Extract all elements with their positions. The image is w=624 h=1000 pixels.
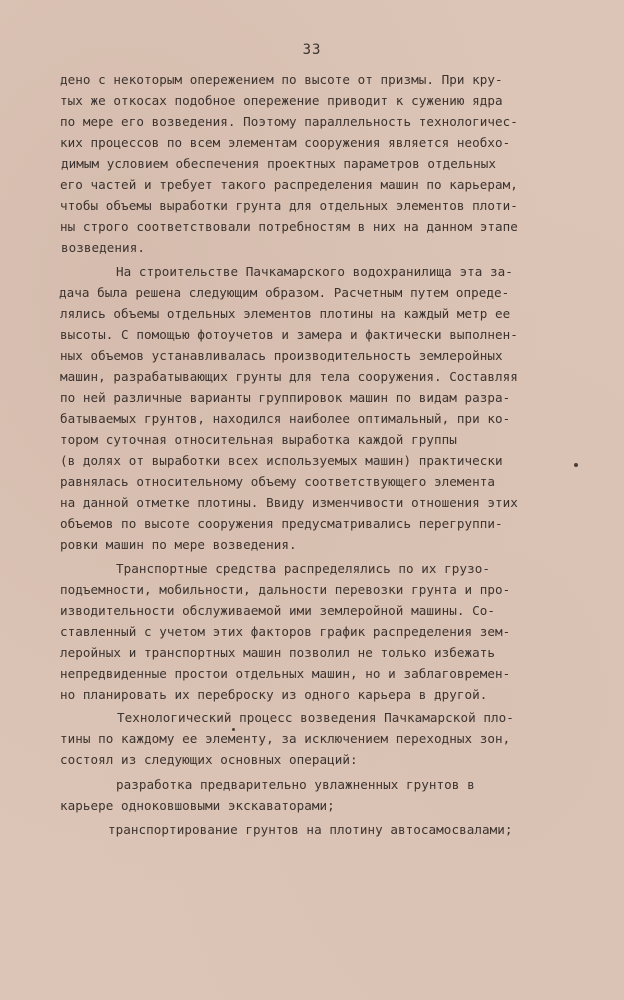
text-line: димым условием обеспечения проектных параметров отдельных	[61, 156, 497, 171]
page-number: 33	[302, 42, 322, 58]
text-line: дача была решена следующим образом. Расчетным путем опреде-	[59, 285, 510, 300]
text-line: по ней различные варианты группировок машин по видам разра-	[60, 390, 511, 405]
text-line: ны строго соответствовали потребностям в них на данном этапе	[60, 219, 518, 234]
text-line: объемов по высоте сооружения предусматривались перегруппи-	[60, 516, 503, 531]
text-line: по мере его возведения. Поэтому параллельность технологичес-	[60, 114, 518, 129]
ink-speck	[574, 463, 578, 467]
text-line: подъемности, мобильности, дальности перевозки грунта и про-	[60, 582, 511, 597]
ink-speck	[232, 728, 235, 731]
text-line: непредвиденные простои отдельных машин, но и заблаговремен-	[60, 666, 511, 681]
text-line: машин, разрабатывающих грунты для тела сооружения. Составляя	[60, 369, 518, 384]
text-line: чтобы объемы выработки грунта для отдельных элементов плоти-	[60, 198, 518, 213]
text-line: высоты. С помощью фотоучетов и замера и фактически выполнен-	[60, 327, 518, 342]
text-line: карьере одноковшовыми экскаваторами;	[60, 798, 335, 813]
text-line: леройных и транспортных машин позволил не только избежать	[60, 645, 496, 660]
text-line: его частей и требует такого распределения машин по карьерам,	[60, 177, 518, 192]
text-line: разработка предварительно увлажненных грунтов в	[116, 777, 475, 792]
text-line: лялись объемы отдельных элементов плотины на каждый метр ее	[60, 306, 511, 321]
text-line: на данной отметке плотины. Ввиду изменчивости отношения этих	[60, 495, 518, 510]
text-line: ких процессов по всем элементам сооружения является необхо-	[60, 135, 511, 150]
text-line: равнялась относительному объему соответствующего элемента	[60, 474, 496, 489]
text-line: На строительстве Пачкамарского водохранилища эта за-	[116, 264, 513, 279]
text-line: Технологический процесс возведения Пачкамарской пло-	[117, 710, 514, 725]
text-line: состоял из следующих основных операций:	[60, 752, 358, 767]
text-line: тины по каждому ее элементу, за исключением переходных зон,	[60, 731, 511, 746]
text-line: тором суточная относительная выработка каждой группы	[60, 432, 457, 447]
text-line: изводительности обслуживаемой ими землеройной машины. Со-	[60, 603, 496, 618]
text-line: (в долях от выработки всех используемых машин) практически	[60, 453, 503, 468]
text-line: транспортирование грунтов на плотину автосамосвалами;	[108, 822, 513, 837]
text-line: тых же откосах подобное опережение приводит к сужению ядра	[60, 93, 503, 108]
text-line: ставленный с учетом этих факторов график распределения зем-	[60, 624, 511, 639]
text-line: Транспортные средства распределялись по их грузо-	[116, 561, 490, 576]
text-line: ровки машин по мере возведения.	[60, 537, 297, 552]
text-line: возведения.	[61, 240, 145, 255]
text-line: но планировать их переброску из одного карьера в другой.	[60, 687, 488, 702]
text-line: дено с некоторым опережением по высоте от призмы. При кру-	[60, 72, 503, 87]
text-line: ных объемов устанавливалась производительность землеройных	[60, 348, 503, 363]
text-line: батываемых грунтов, находился наиболее оптимальный, при ко-	[60, 411, 511, 426]
